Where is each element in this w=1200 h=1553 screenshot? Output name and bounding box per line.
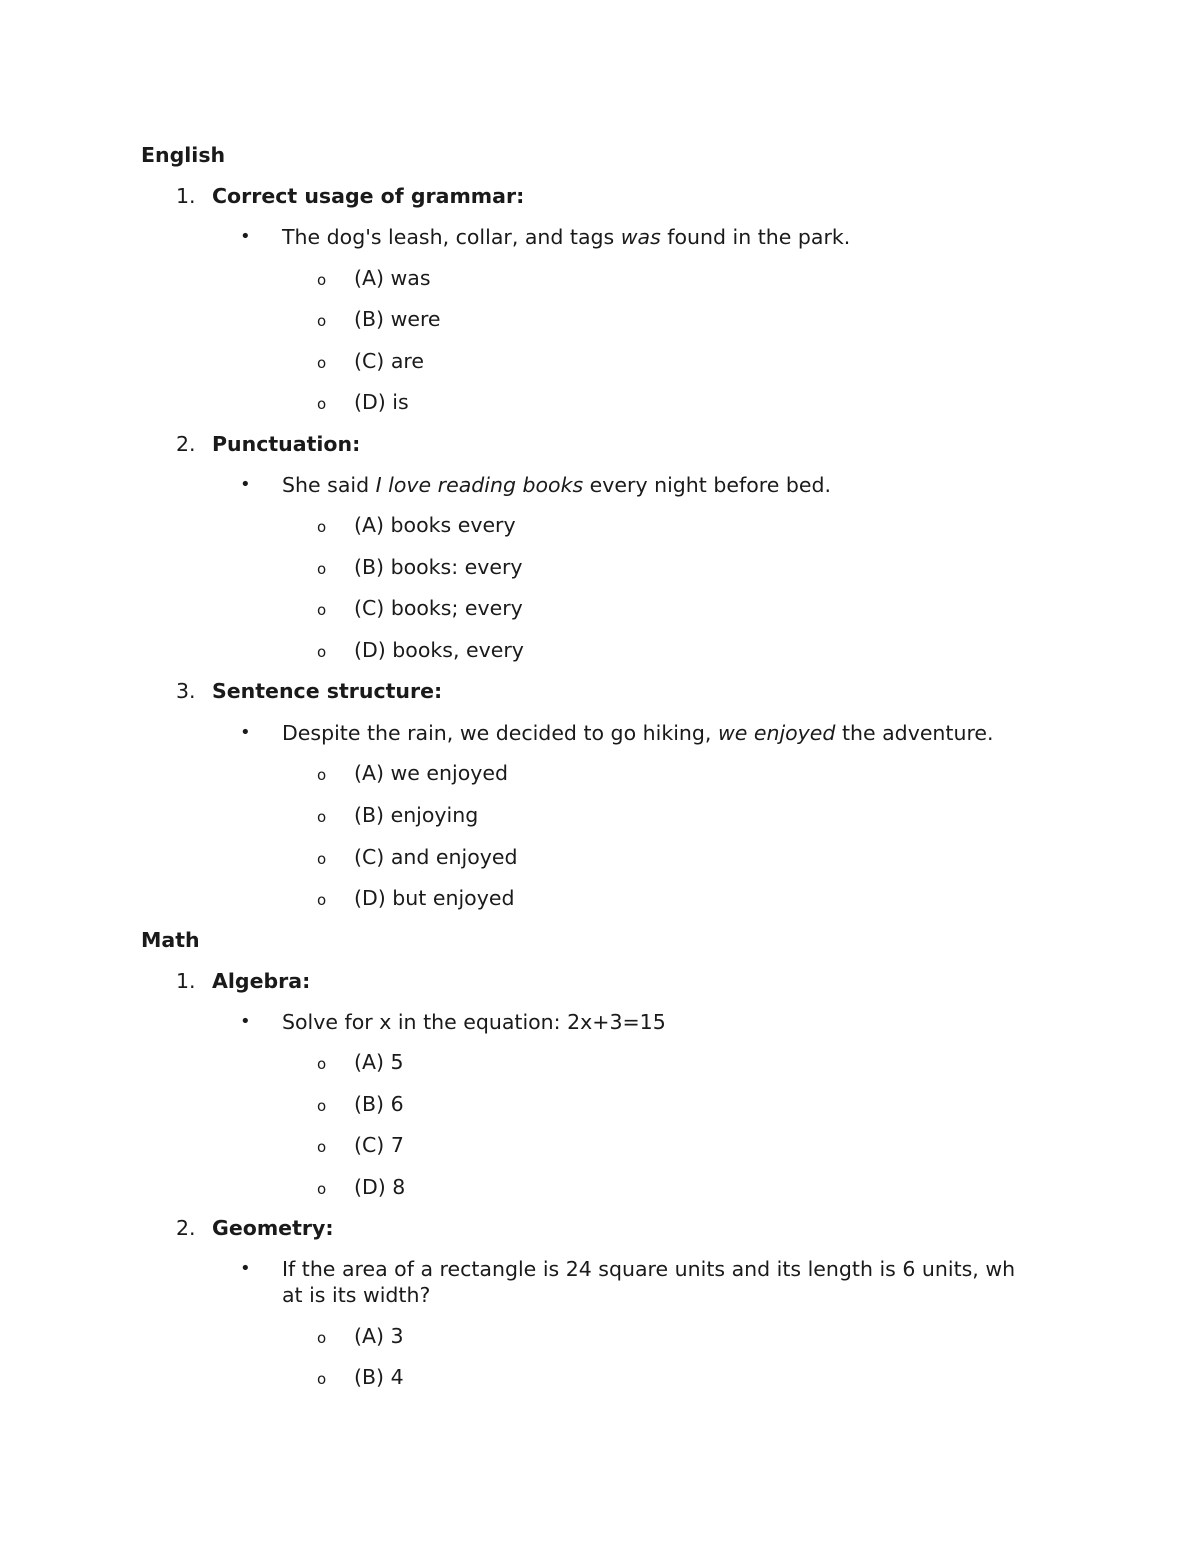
stem-text: She said: [282, 473, 376, 497]
section-heading-english: English: [141, 143, 226, 167]
answer-option: (B) 4: [354, 1365, 404, 1389]
option-bullet-icon: o: [317, 808, 327, 826]
option-bullet-icon: o: [317, 271, 327, 289]
answer-option: (B) enjoying: [354, 803, 479, 827]
bullet-icon: •: [240, 474, 251, 495]
option-bullet-icon: o: [317, 766, 327, 784]
option-bullet-icon: o: [317, 518, 327, 536]
question-number: 1.: [176, 969, 196, 993]
option-bullet-icon: o: [317, 643, 327, 661]
stem-emphasis: we enjoyed: [717, 721, 836, 745]
answer-option: (C) 7: [354, 1133, 404, 1157]
question-title: Geometry:: [212, 1216, 334, 1240]
option-bullet-icon: o: [317, 1180, 327, 1198]
option-bullet-icon: o: [317, 354, 327, 372]
question-title: Punctuation:: [212, 432, 361, 456]
answer-option: (A) was: [354, 266, 431, 290]
answer-option: (B) were: [354, 307, 441, 331]
question-number: 2.: [176, 1216, 196, 1240]
answer-option: (C) and enjoyed: [354, 845, 518, 869]
option-bullet-icon: o: [317, 601, 327, 619]
question-number: 1.: [176, 184, 196, 208]
stem-text: Despite the rain, we decided to go hiking,: [282, 721, 718, 745]
option-bullet-icon: o: [317, 1138, 327, 1156]
answer-option: (D) 8: [354, 1175, 406, 1199]
option-bullet-icon: o: [317, 891, 327, 909]
answer-option: (C) are: [354, 349, 424, 373]
bullet-icon: •: [240, 722, 251, 743]
bullet-icon: •: [240, 226, 251, 247]
option-bullet-icon: o: [317, 1370, 327, 1388]
option-bullet-icon: o: [317, 560, 327, 578]
question-stem: [282, 227, 850, 248]
question-number: 3.: [176, 679, 196, 703]
question-stem: [282, 723, 994, 744]
answer-option: (A) 3: [354, 1324, 404, 1348]
question-stem-line: If the area of a rectangle is 24 square units and its length is 6 units, wh: [282, 1257, 1016, 1281]
answer-option: (D) books, every: [354, 638, 524, 662]
option-bullet-icon: o: [317, 1097, 327, 1115]
bullet-icon: •: [240, 1011, 251, 1032]
question-stem-line: at is its width?: [282, 1283, 431, 1307]
answer-option: (D) but enjoyed: [354, 886, 515, 910]
question-number: 2.: [176, 432, 196, 456]
stem-text: The dog's leash, collar, and tags: [282, 225, 621, 249]
stem-text: every night before bed.: [583, 473, 831, 497]
bullet-icon: •: [240, 1258, 251, 1279]
question-title: Algebra:: [212, 969, 311, 993]
answer-option: (B) books: every: [354, 555, 523, 579]
stem-emphasis: I love reading books: [375, 473, 584, 497]
question-title: Correct usage of grammar:: [212, 184, 525, 208]
answer-option: (C) books; every: [354, 596, 523, 620]
section-heading-math: Math: [141, 928, 200, 952]
option-bullet-icon: o: [317, 395, 327, 413]
stem-text: found in the park.: [660, 225, 851, 249]
stem-emphasis: was: [620, 225, 661, 249]
answer-option: (A) we enjoyed: [354, 761, 509, 785]
stem-text: the adventure.: [835, 721, 994, 745]
option-bullet-icon: o: [317, 1055, 327, 1073]
question-title: Sentence structure:: [212, 679, 443, 703]
option-bullet-icon: o: [317, 850, 327, 868]
answer-option: (D) is: [354, 390, 409, 414]
answer-option: (B) 6: [354, 1092, 404, 1116]
option-bullet-icon: o: [317, 312, 327, 330]
option-bullet-icon: o: [317, 1329, 327, 1347]
answer-option: (A) 5: [354, 1050, 404, 1074]
question-stem: Solve for x in the equation: 2x+3=15: [282, 1010, 666, 1034]
question-stem: [282, 475, 831, 496]
answer-option: (A) books every: [354, 513, 516, 537]
